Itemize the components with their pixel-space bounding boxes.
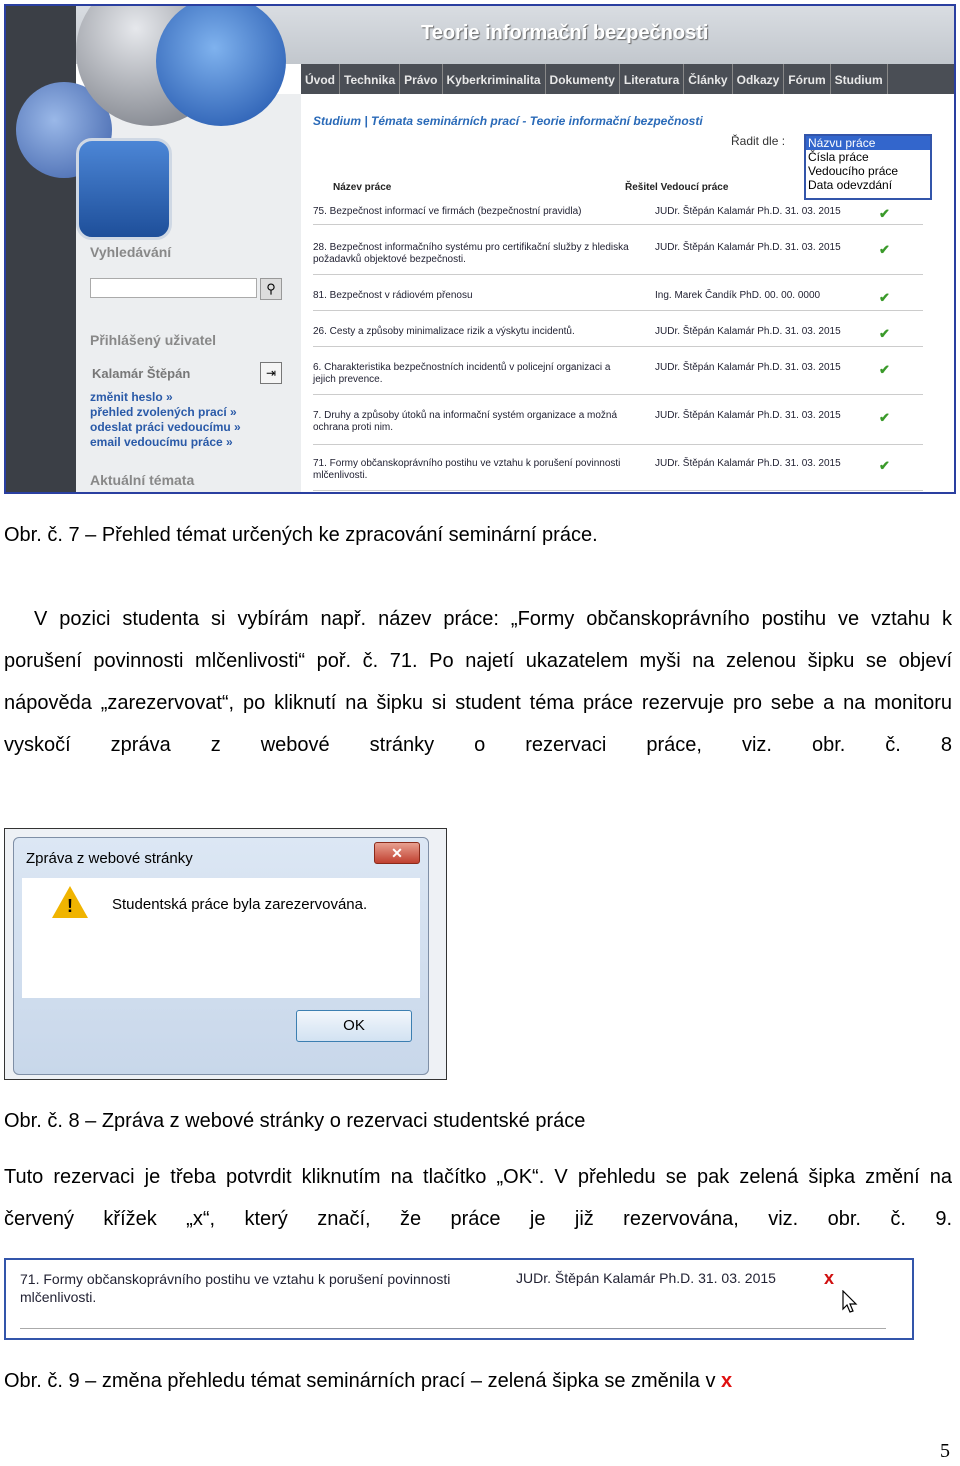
caption-figure-8: Obr. č. 8 – Zpráva z webové stránky o rezervaci studentské práce [4, 1110, 586, 1132]
dialog-title: Zpráva z webové stránky [26, 850, 193, 867]
sort-option[interactable]: Čísla práce [808, 150, 869, 164]
sort-option[interactable]: Názvu práce [806, 136, 930, 150]
work-title: 71. Formy občanskoprávního postihu ve vztahu k porušení povinnosti mlčenlivosti. [313, 458, 621, 481]
menu-item-clanky[interactable]: Články [684, 64, 732, 94]
site-title: Teorie informační bezpečnosti [421, 22, 709, 44]
caption-9-cross: x [721, 1370, 733, 1392]
breadcrumb: Studium | Témata seminárních prací - Teorie informační bezpečnosti [313, 114, 703, 128]
topics-heading: Aktuální témata [90, 472, 195, 488]
menu-item-technika[interactable]: Technika [340, 64, 400, 94]
menu-item-uvod[interactable]: Úvod [301, 64, 340, 94]
main-menu [301, 64, 954, 94]
paragraph-1: V pozici studenta si vybírám např. název práce: „Formy občanskoprávního postihu ve vztahu k porušení povinnosti mlčenlivosti“ poř. č. 71. Po najetí ukazatelem myši na zelenou šipku se objeví nápověda „zarezervovat“, po kliknutí na šipku si student téma práce rezervuje pro sebe a na monitoru vyskočí zpráva z webové stránky o rezervaci práce, viz. obr. č. 8 [4, 608, 952, 756]
sort-option[interactable]: Vedoucího práce [808, 164, 899, 178]
reserve-check-icon[interactable]: ✔ [879, 206, 890, 221]
caption-9-text: Obr. č. 9 – změna přehledu témat seminárních prací – zelená šipka se změnila v [4, 1370, 716, 1392]
link-send-work[interactable]: odeslat práci vedoucímu » [90, 420, 241, 434]
work-author: JUDr. Štěpán Kalamár Ph.D. 31. 03. 2015 [655, 242, 841, 253]
menu-item-pravo[interactable]: Právo [400, 64, 442, 94]
link-chosen-works[interactable]: přehled zvolených prací » [90, 405, 237, 419]
link-change-password[interactable]: změnit heslo » [90, 390, 173, 404]
work-author: JUDr. Štěpán Kalamár Ph.D. 31. 03. 2015 [655, 206, 841, 217]
work-title: 6. Charakteristika bezpečnostních incidentů v policejní organizaci a jejich prevence. [313, 362, 611, 385]
work-author: JUDr. Štěpán Kalamár Ph.D. 31. 03. 2015 [516, 1270, 776, 1286]
menu-item-kyberkriminalita[interactable]: Kyberkriminalita [443, 64, 546, 94]
work-author: JUDr. Štěpán Kalamár Ph.D. 31. 03. 2015 [655, 458, 841, 469]
paragraph-2: Tuto rezervaci je třeba potvrdit kliknutím na tlačítko „OK“. V přehledu se pak zelená šipka změní na červený křížek „x“, který značí, že práce je již rezervována, viz. obr. č. 9. [4, 1166, 952, 1230]
user-heading: Přihlášený uživatel [90, 332, 217, 348]
link-email-supervisor[interactable]: email vedoucímu práce » [90, 435, 233, 449]
menu-item-dokumenty[interactable]: Dokumenty [546, 64, 620, 94]
work-author: JUDr. Štěpán Kalamár Ph.D. 31. 03. 2015 [655, 362, 841, 373]
reserve-check-icon[interactable]: ✔ [879, 362, 890, 377]
work-title: 71. Formy občanskoprávního postihu ve vztahu k porušení povinnosti mlčenlivosti. [20, 1271, 451, 1305]
figure-7-screenshot [4, 4, 956, 494]
column-header-author: Řešitel Vedoucí práce [625, 182, 729, 193]
menu-item-literatura[interactable]: Literatura [620, 64, 684, 94]
work-title: 28. Bezpečnost informačního systému pro certifikační služby z hlediska požadavků objektové bezpečnosti. [313, 242, 629, 265]
dialog-message: Studentská práce byla zarezervována. [112, 896, 368, 913]
work-title: 75. Bezpečnost informací ve firmách (bezpečnostní pravidla) [313, 206, 582, 217]
work-title: 81. Bezpečnost v rádiovém přenosu [313, 290, 473, 301]
divider [20, 1328, 886, 1329]
caption-figure-7: Obr. č. 7 – Přehled témat určených ke zpracování seminární práce. [4, 524, 598, 546]
menu-item-odkazy[interactable]: Odkazy [733, 64, 785, 94]
twitter-logo-icon [76, 138, 172, 240]
close-button[interactable]: ✕ [374, 842, 420, 864]
ok-button[interactable]: OK [296, 1010, 412, 1042]
reserve-check-icon[interactable]: ✔ [879, 242, 890, 257]
logout-icon[interactable]: ⇥ [260, 362, 282, 384]
sort-listbox[interactable] [804, 134, 932, 200]
user-name: Kalamár Štěpán [92, 366, 191, 381]
figure-8-screenshot [4, 828, 447, 1080]
reserve-check-icon[interactable]: ✔ [879, 410, 890, 425]
menu-item-forum[interactable]: Fórum [784, 64, 830, 94]
sort-option[interactable]: Data odevzdání [808, 178, 893, 192]
work-author: JUDr. Štěpán Kalamár Ph.D. 31. 03. 2015 [655, 326, 841, 337]
page-number: 5 [940, 1440, 950, 1462]
work-author: Ing. Marek Čandík PhD. 00. 00. 0000 [655, 290, 821, 301]
reserve-check-icon[interactable]: ✔ [879, 290, 890, 305]
warning-mark: ! [67, 896, 73, 916]
search-icon[interactable]: ⚲ [260, 278, 282, 300]
work-author: JUDr. Štěpán Kalamár Ph.D. 31. 03. 2015 [655, 410, 841, 421]
figure-9-screenshot [4, 1258, 914, 1340]
mouse-cursor-icon [842, 1290, 858, 1314]
message-dialog [13, 837, 429, 1075]
work-title: 7. Druhy a způsoby útoků na informační systém organizace a možná ochrana proti nim. [313, 410, 618, 433]
column-header-name: Název práce [333, 182, 392, 193]
content-area [301, 94, 954, 492]
sort-label: Řadit dle : [731, 134, 786, 148]
menu-item-studium[interactable]: Studium [831, 64, 888, 94]
reserved-cross-icon[interactable]: x [824, 1268, 835, 1288]
search-heading: Vyhledávání [90, 244, 172, 260]
reserve-check-icon[interactable]: ✔ [879, 458, 890, 473]
caption-figure-9 [4, 1360, 952, 1402]
work-title: 26. Cesty a způsoby minimalizace rizik a výskytu incidentů. [313, 326, 575, 337]
search-input[interactable] [90, 278, 257, 298]
reserve-check-icon[interactable]: ✔ [879, 326, 890, 341]
